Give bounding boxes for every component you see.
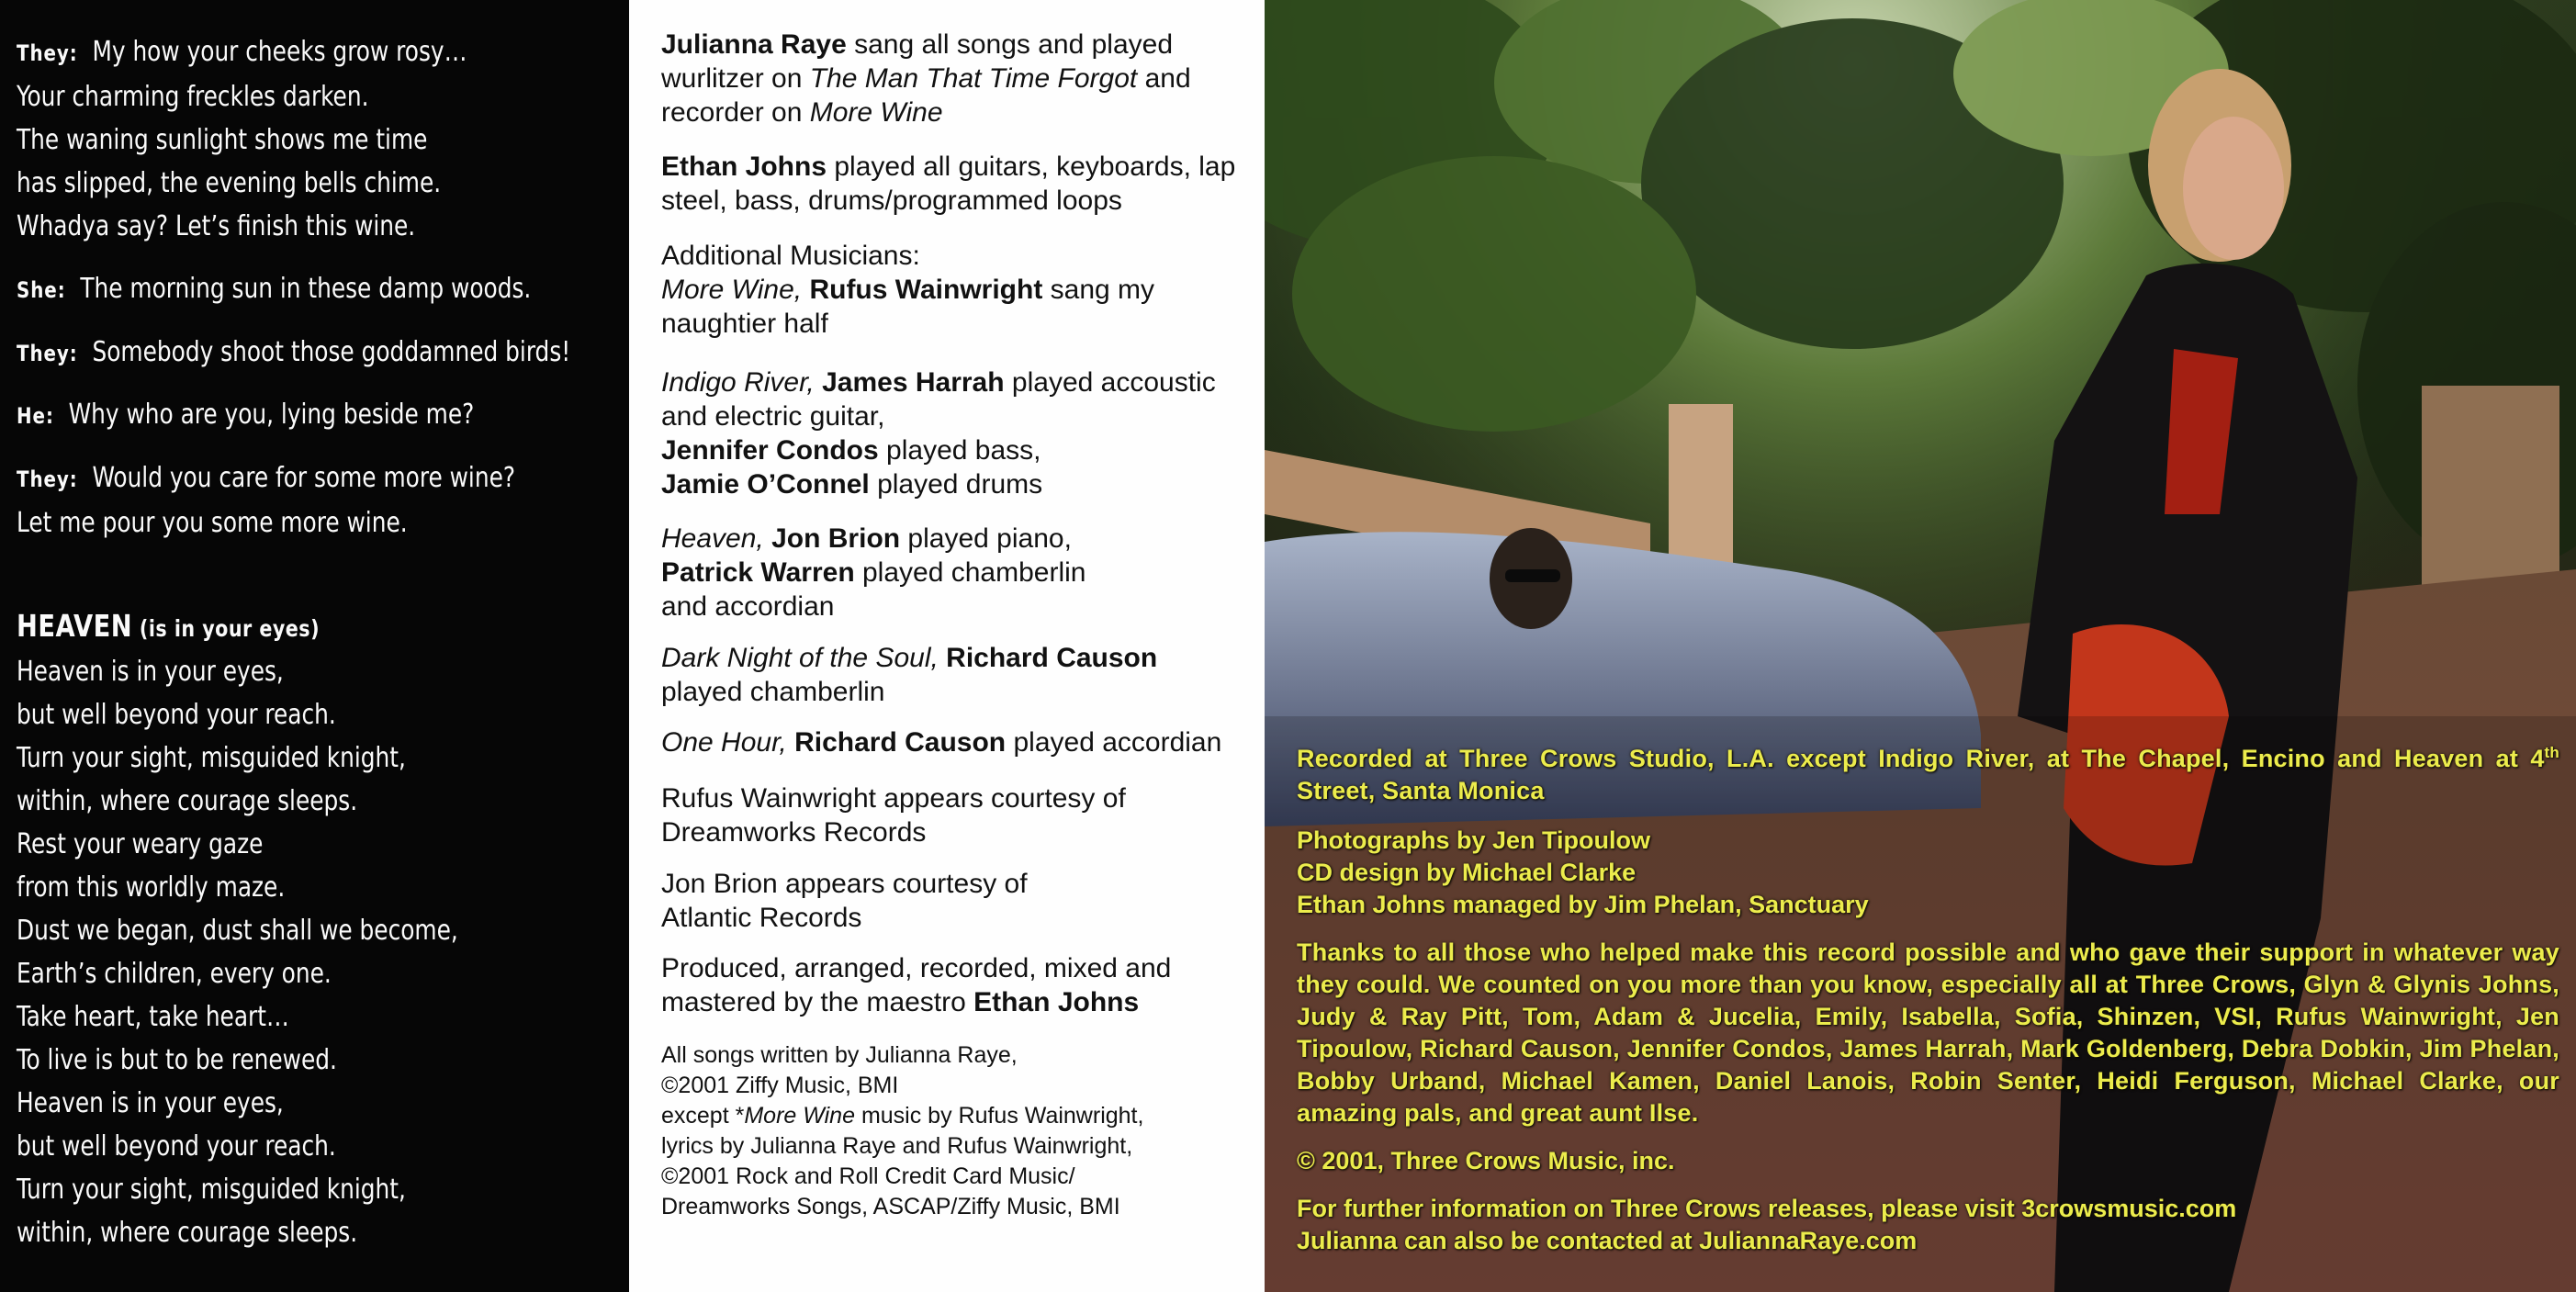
lyric-line: Turn your sight, misguided knight,: [17, 742, 406, 774]
credit-text: Atlantic Records: [661, 903, 862, 933]
recorded-at: [1297, 736, 2559, 807]
design-credit: CD design by Michael Clarke: [1297, 859, 1637, 886]
lyrics-stanza-he: [17, 393, 474, 438]
credit-text: played chamberlin: [854, 557, 1086, 588]
credit-text: sang all songs and played wurlitzer on: [661, 29, 1174, 94]
lyric-line: To live is but to be renewed.: [17, 1044, 337, 1076]
credit-one-hour: [661, 725, 1249, 759]
lyric-line: has slipped, the evening bells chime.: [17, 167, 442, 199]
songwriting-credits: [661, 1040, 1258, 1222]
lyrics-stanza-they-2: [17, 331, 570, 376]
song-heaven: [17, 604, 458, 1254]
credit-additional: [661, 239, 1249, 341]
credit-text: Produced, arranged, recorded, mixed and: [661, 953, 1172, 983]
credit-text: and accordian: [661, 591, 835, 622]
lyric-line: Would you care for some more wine?: [92, 462, 516, 494]
credit-text: and recorder on: [661, 63, 1191, 128]
photo-panel: [1265, 0, 2576, 1292]
credit-name: Jennifer Condos: [661, 435, 879, 466]
lyric-line: Earth’s children, every one.: [17, 958, 332, 990]
lyric-line: Turn your sight, misguided knight,: [17, 1174, 406, 1206]
ordinal-suffix: th: [2544, 744, 2559, 761]
credit-text: Jon Brion appears courtesy of: [661, 869, 1028, 899]
credit-text: Street, Santa Monica: [1297, 777, 1545, 804]
lyrics-stanza-they-3: [17, 456, 515, 545]
lyric-line: The waning sunlight shows me time: [17, 124, 428, 156]
lyric-line: Rest your weary gaze: [17, 828, 264, 860]
credit-text: played bass,: [878, 435, 1041, 466]
credit-dark-night: [661, 641, 1249, 709]
lyric-line: Your charming freckles darken.: [17, 81, 369, 113]
credit-text: music by Rufus Wainwright,: [855, 1103, 1144, 1129]
lyrics-stanza-she: [17, 267, 531, 312]
speaker-label: He:: [17, 403, 54, 429]
lyrics-stanza-they-1: [17, 30, 467, 248]
speaker-label: She:: [17, 277, 66, 303]
speaker-label: They:: [17, 341, 78, 366]
song-name: One Hour,: [661, 727, 787, 758]
credit-text: except *: [661, 1103, 745, 1129]
credit-heading: Additional Musicians:: [661, 241, 920, 271]
credit-text: mastered by the maestro: [661, 987, 974, 1017]
song-title: HEAVEN: [17, 608, 133, 644]
credit-produced: [661, 951, 1249, 1019]
lyric-line: within, where courage sleeps.: [17, 785, 358, 817]
sunglasses: [1505, 569, 1560, 582]
credit-text: sang my naughtier half: [661, 275, 1155, 339]
credit-text: Dreamworks Songs, ASCAP/Ziffy Music, BMI: [661, 1194, 1120, 1219]
lyric-line: My how your cheeks grow rosy…: [92, 36, 467, 68]
speaker-label: They:: [17, 40, 78, 66]
credit-text: Recorded at Three Crows Studio, L.A. except Indigo River, at The Chapel, Encino and Heaven at 4: [1297, 745, 2545, 772]
lyric-line: Dust we began, dust shall we become,: [17, 915, 458, 947]
lyric-line: Somebody shoot those goddamned birds!: [92, 336, 571, 368]
credit-name: Ethan Johns: [973, 987, 1140, 1017]
credit-jon-courtesy: [661, 867, 1249, 935]
lyric-line: Let me pour you some more wine.: [17, 507, 408, 539]
lyric-line: Why who are you, lying beside me?: [68, 399, 475, 431]
production-credits: [1297, 736, 2559, 1274]
speaker-label: They:: [17, 466, 78, 492]
credit-name: Richard Causon: [794, 727, 1007, 758]
lyrics-panel: [0, 0, 629, 1292]
credit-rufus-courtesy: [661, 781, 1249, 849]
photographs-credit: Photographs by Jen Tipoulow: [1297, 826, 1651, 854]
credit-ethan: [661, 150, 1249, 218]
song-name: Dark Night of the Soul,: [661, 643, 939, 673]
lyric-line: within, where courage sleeps.: [17, 1217, 358, 1249]
contact-info: [1297, 1193, 2559, 1257]
song-name: The Man That Time Forgot: [809, 63, 1138, 94]
management-credit: Ethan Johns managed by Jim Phelan, Sanctuary: [1297, 891, 1869, 918]
lyric-line: Take heart, take heart…: [17, 1001, 289, 1033]
credit-text: ©2001 Ziffy Music, BMI: [661, 1073, 899, 1098]
credit-name: Ethan Johns: [661, 152, 827, 182]
credit-text: played drums: [869, 469, 1043, 500]
credit-julianna: [661, 28, 1249, 129]
song-subtitle: (is in your eyes): [139, 615, 321, 642]
lyric-line: but well beyond your reach.: [17, 1130, 336, 1163]
song-name: Heaven,: [661, 523, 764, 554]
credit-text: Rufus Wainwright appears courtesy of: [661, 783, 1126, 814]
credit-name: Richard Causon: [946, 643, 1158, 673]
credit-text: All songs written by Julianna Raye,: [661, 1042, 1018, 1068]
credit-name: Patrick Warren: [661, 557, 855, 588]
credit-text: played all guitars, keyboards, lap steel, bass, drums/programmed loops: [661, 152, 1236, 216]
credit-heaven: [661, 522, 1249, 624]
lyric-line: The morning sun in these damp woods.: [80, 273, 532, 305]
credit-name: James Harrah: [822, 367, 1005, 398]
song-name: Indigo River,: [661, 367, 815, 398]
credit-indigo-river: [661, 365, 1249, 501]
credit-text: played accoustic and electric guitar,: [661, 367, 1216, 432]
credit-text: played piano,: [900, 523, 1072, 554]
lyric-line: Heaven is in your eyes,: [17, 656, 284, 688]
credit-text: lyrics by Julianna Raye and Rufus Wainwright,: [661, 1133, 1133, 1159]
thanks-paragraph: Thanks to all those who helped make this record possible and who gave their support in whatever way they could. We counted on you more than you know, especially all at Three Crows, Glyn & Glynis Johns, Judy & Ray Pitt, Tom, Adam & Jucelia, Emily, Isabella, Sofia, Shinzen, VSI, Rufus Wainwright, Jen Tipoulow, Richard Causon, Jennifer Condos, James Harrah, Mark Goldenberg, Debra Dobkin, Jim Phelan, Bobby Urband, Michael Kamen, Daniel Lanois, Robin Senter, Heidi Ferguson, Michael Clarke, our amazing pals, and great aunt Ilse.: [1297, 938, 2559, 1127]
song-name: More Wine: [744, 1103, 855, 1129]
lyric-line: Whadya say? Let’s finish this wine.: [17, 210, 416, 242]
lyric-line: Heaven is in your eyes,: [17, 1087, 284, 1119]
credit-name: Rufus Wainwright: [809, 275, 1043, 305]
credit-text: played accordian: [1006, 727, 1222, 758]
photo-design-management: [1297, 825, 2559, 921]
credit-text: Dreamworks Records: [661, 817, 927, 848]
song-name: More Wine,: [661, 275, 803, 305]
credit-name: Jamie O’Connel: [661, 469, 870, 500]
lyric-line: from this worldly maze.: [17, 871, 286, 904]
lyric-line: but well beyond your reach.: [17, 699, 336, 731]
copyright-notice: © 2001, Three Crows Music, inc.: [1297, 1147, 1675, 1174]
website-info: For further information on Three Crows releases, please visit 3crowsmusic.com: [1297, 1195, 2237, 1222]
credit-name: Julianna Raye: [661, 29, 847, 60]
song-name: More Wine: [809, 97, 943, 128]
contact-website: Julianna can also be contacted at JuliannaRaye.com: [1297, 1227, 1918, 1254]
musician-credits-panel: [629, 0, 1265, 1292]
credit-text: played chamberlin: [661, 677, 885, 707]
credit-name: Jon Brion: [771, 523, 901, 554]
credit-text: ©2001 Rock and Roll Credit Card Music/: [661, 1163, 1075, 1189]
